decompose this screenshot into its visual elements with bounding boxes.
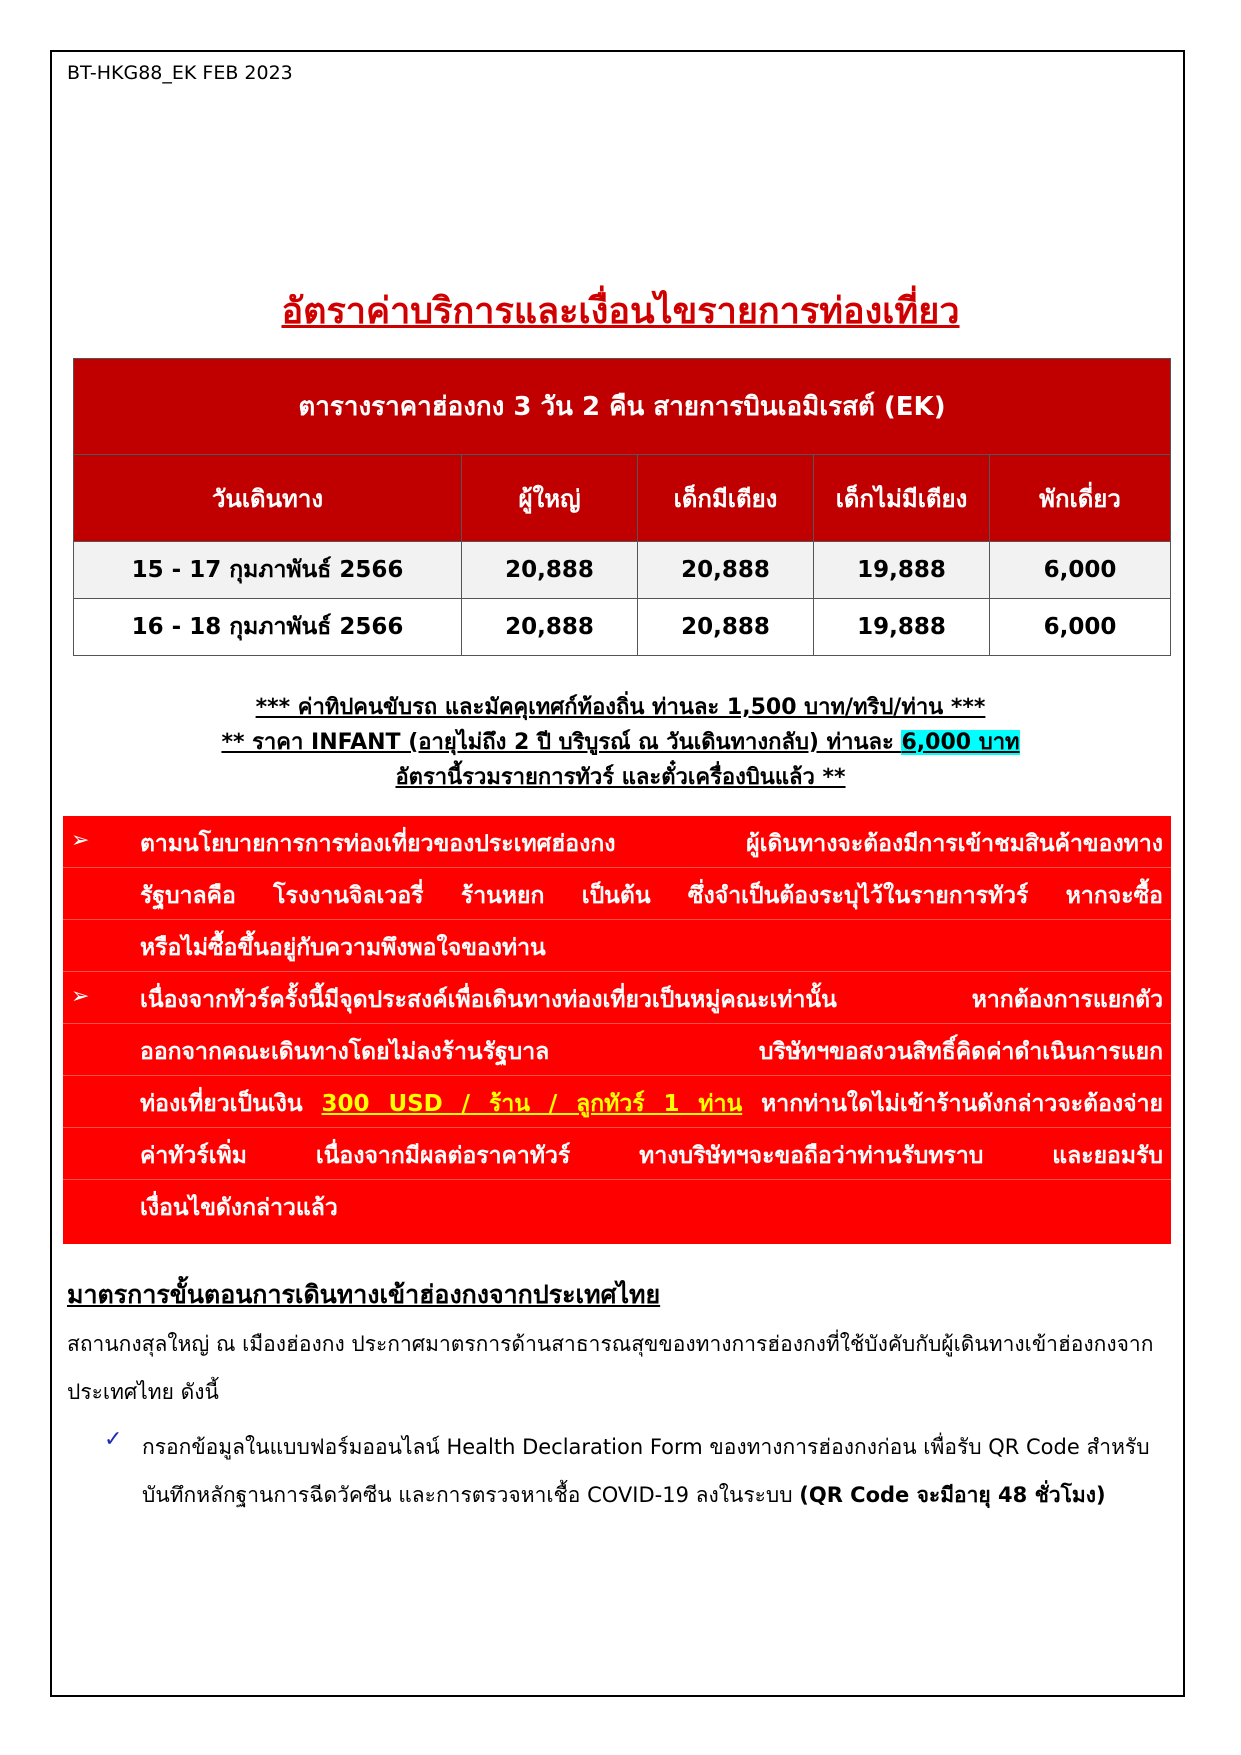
cell-adult: 20,888 — [462, 542, 638, 599]
conditions-text: ออกจากคณะเดินทางโดยไม่ลงร้านรัฐบาล บริษัทฯขอสงวนสิทธิ์คิดค่าดำเนินการแยก — [140, 1039, 1163, 1065]
cell-adult: 20,888 — [462, 599, 638, 656]
infant-price-highlight: 6,000 บาท — [901, 730, 1020, 755]
conditions-line — [63, 868, 1171, 920]
section-heading: มาตรการขั้นตอนการเดินทางเข้าฮ่องกงจากประเทศไทย — [67, 1280, 661, 1309]
conditions-text-part: หากท่านใดไม่เข้าร้านดังกล่าวจะต้องจ่าย — [742, 1091, 1163, 1117]
checklist-item-bold: (QR Code จะมีอายุ 48 ชั่วโมง) — [799, 1483, 1106, 1507]
conditions-text: เงื่อนไขดังกล่าวแล้ว — [140, 1195, 338, 1221]
infant-note-text: ** ราคา INFANT (อายุไม่ถึง 2 ปี บริบูรณ์ ณ วันเดินทางกลับ) ท่านละ — [221, 730, 902, 755]
arrow-bullet-icon: ➢ — [71, 828, 90, 853]
table-row — [74, 542, 1171, 599]
column-header-single: พักเดี่ยว — [990, 455, 1171, 542]
cell-single: 6,000 — [990, 542, 1171, 599]
conditions-line — [63, 972, 1171, 1024]
included-note: อัตรานี้รวมรายการทัวร์ และตั๋วเครื่องบินแล้ว ** — [395, 765, 846, 790]
conditions-box — [63, 816, 1171, 1244]
cell-child-bed: 20,888 — [638, 599, 814, 656]
cell-date: 15 - 17 กุมภาพันธ์ 2566 — [74, 542, 462, 599]
checklist-item — [142, 1423, 1157, 1519]
conditions-line — [63, 1180, 1171, 1232]
cell-date: 16 - 18 กุมภาพันธ์ 2566 — [74, 599, 462, 656]
conditions-text-part: ท่องเที่ยวเป็นเงิน — [140, 1091, 322, 1117]
cell-single: 6,000 — [990, 599, 1171, 656]
conditions-text: เนื่องจากทัวร์ครั้งนี้มีจุดประสงค์เพื่อเดินทางท่องเที่ยวเป็นหมู่คณะเท่านั้น หากต้องการแยกตัว — [140, 987, 1163, 1013]
column-header-child-bed: เด็กมีเตียง — [638, 455, 814, 542]
checklist-item-text: กรอกข้อมูลในแบบฟอร์มออนไลน์ Health Declaration Form ของทางการฮ่องกงก่อน เพื่อรับ QR Code สำหรับบันทึกหลักฐานการฉีดวัคซีน และการตรวจหาเชื้อ COVID-19 ลงในระบบ — [142, 1435, 1150, 1507]
price-table — [73, 358, 1171, 656]
conditions-line — [63, 816, 1171, 868]
column-header-date: วันเดินทาง — [74, 455, 462, 542]
cell-child-no-bed: 19,888 — [814, 542, 990, 599]
cell-child-bed: 20,888 — [638, 542, 814, 599]
document-code: BT-HKG88_EK FEB 2023 — [67, 62, 293, 84]
table-row — [74, 599, 1171, 656]
checkmark-icon: ✓ — [104, 1427, 123, 1452]
tip-note: *** ค่าทิปคนขับรถ และมัคคุเทศก์ท้องถิ่น ท่านละ 1,500 บาท/ทริป/ท่าน *** — [255, 695, 986, 720]
price-notes — [0, 690, 1241, 795]
column-header-adult: ผู้ใหญ่ — [462, 455, 638, 542]
table-title: ตารางราคาฮ่องกง 3 วัน 2 คืน สายการบินเอมิเรสต์ (EK) — [74, 359, 1171, 455]
conditions-text: หรือไม่ซื้อขึ้นอยู่กับความพึงพอใจของท่าน — [140, 935, 546, 961]
infant-note — [0, 725, 1241, 760]
conditions-text: ค่าทัวร์เพิ่ม เนื่องจากมีผลต่อราคาทัวร์ ทางบริษัทฯจะขอถือว่าท่านรับทราบ และยอมรับ — [140, 1143, 1163, 1169]
conditions-line — [63, 1024, 1171, 1076]
cell-child-no-bed: 19,888 — [814, 599, 990, 656]
conditions-text: รัฐบาลคือ โรงงานจิลเวอรี่ ร้านหยก เป็นต้น ซึ่งจำเป็นต้องระบุไว้ในรายการทัวร์ หากจะซื้อ — [140, 883, 1163, 909]
page-title: อัตราค่าบริการและเงื่อนไขรายการท่องเที่ยว — [281, 291, 960, 332]
conditions-line — [63, 1128, 1171, 1180]
conditions-text — [140, 1086, 1163, 1122]
column-header-child-no-bed: เด็กไม่มีเตียง — [814, 455, 990, 542]
conditions-line — [63, 1076, 1171, 1128]
conditions-line — [63, 920, 1171, 972]
section-paragraph: สถานกงสุลใหญ่ ณ เมืองฮ่องกง ประกาศมาตรการด้านสาธารณสุขของทางการฮ่องกงที่ใช้บังคับกับผู้เดินทางเข้าฮ่องกงจากประเทศไทย ดังนี้ — [67, 1332, 1154, 1404]
conditions-text: ตามนโยบายการการท่องเที่ยวของประเทศฮ่องกง ผู้เดินทางจะต้องมีการเข้าชมสินค้าของทาง — [140, 831, 1163, 857]
arrow-bullet-icon: ➢ — [71, 984, 90, 1009]
fee-highlight: 300 USD / ร้าน / ลูกทัวร์ 1 ท่าน — [321, 1091, 743, 1117]
